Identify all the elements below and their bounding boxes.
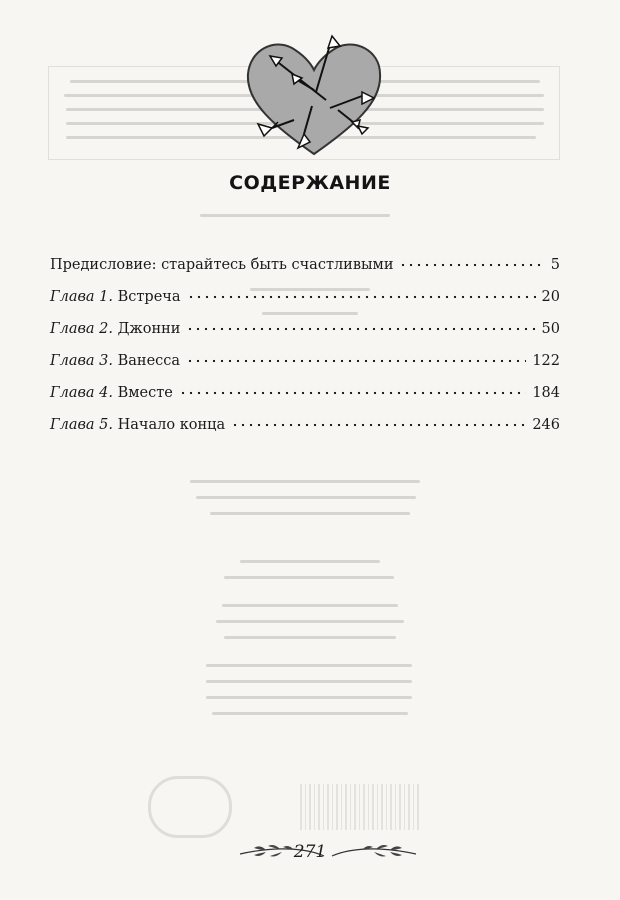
dot-leader [186,316,535,331]
bleed-through-line [224,576,394,579]
right-flourish-icon [330,844,420,864]
toc-entry-title: Встреча [113,288,181,305]
toc-entry-chapter-1 [50,286,560,318]
bleed-through-line [190,480,420,483]
toc-entry-page: 122 [532,352,560,369]
toc-entry-page: 20 [541,288,560,305]
toc-entry-prefix: Глава 3. [50,352,114,369]
page-number: 271 [293,842,327,862]
bleed-through-line [200,214,390,217]
toc-entry-label [50,321,180,337]
toc-entry-page: 246 [532,416,560,433]
bleed-through-line [240,560,380,563]
toc-entry-label [50,353,180,369]
toc-entry-page: 50 [541,320,560,337]
toc-entry-label [50,417,225,433]
toc-entry-label [50,257,393,273]
toc-entry-title: Начало конца [113,416,226,433]
dot-leader [231,412,526,427]
bleed-through-line [206,680,412,683]
bleed-through-line [212,712,408,715]
toc-entry-chapter-3 [50,350,560,382]
toc-entry-title: Джонни [113,320,181,337]
page-footer [0,836,620,866]
toc-entry-preface [50,254,560,286]
bleed-through-age-badge [148,776,232,838]
heart-with-arrows-icon [234,26,394,166]
toc-entry-prefix: Глава 5. [50,416,114,433]
toc-entry-title: Ванесса [113,352,181,369]
bleed-through-line [222,604,398,607]
bleed-through-line [224,636,396,639]
bleed-through-barcode [300,784,420,830]
toc-entry-chapter-5 [50,414,560,446]
toc-entry-prefix: Глава 2. [50,320,114,337]
dot-leader [187,284,536,299]
toc-entry-label [50,289,181,305]
dot-leader [179,380,526,395]
page-title: СОДЕРЖАНИЕ [229,172,391,194]
toc-entry-chapter-4 [50,382,560,414]
bleed-through-line [210,512,410,515]
toc-entry-title: Предисловие: старайтесь быть счастливыми [50,256,394,273]
toc-entry-prefix: Глава 4. [50,384,114,401]
bleed-through-line [206,664,412,667]
toc-entry-label [50,385,173,401]
table-of-contents [50,254,560,446]
bleed-through-line [206,696,412,699]
bleed-through-line [196,496,416,499]
dot-leader [186,348,526,363]
toc-entry-chapter-2 [50,318,560,350]
toc-entry-prefix: Глава 1. [50,288,114,305]
dot-leader [399,252,544,267]
bleed-through-line [216,620,404,623]
toc-entry-page: 5 [550,256,560,273]
toc-entry-page: 184 [532,384,560,401]
toc-entry-title: Вместе [113,384,173,401]
